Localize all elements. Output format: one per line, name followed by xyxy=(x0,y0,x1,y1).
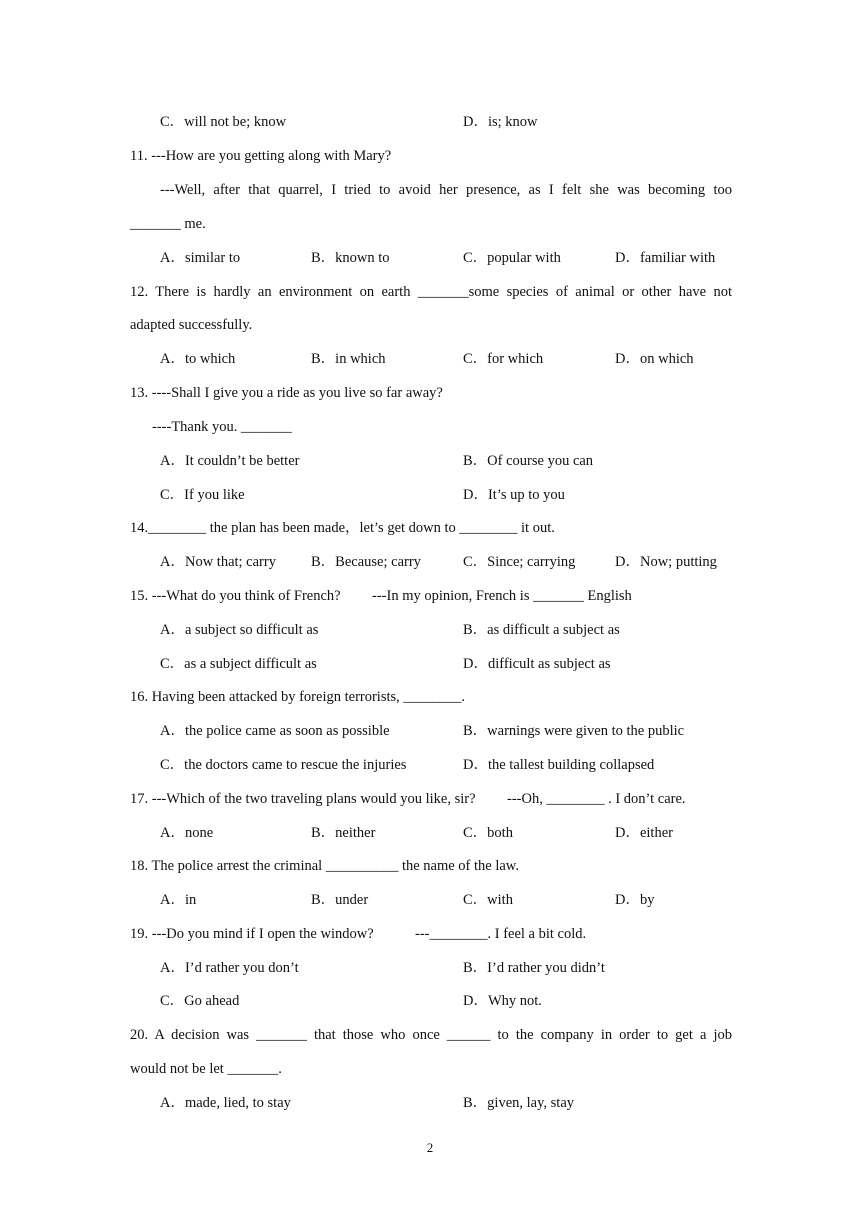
q16-option-b: B．warnings were given to the public xyxy=(463,723,685,739)
q18-option-d: D．by xyxy=(615,892,655,908)
q19-option-a: A．I’d rather you don’t xyxy=(160,960,299,976)
q14-stem: 14.________ the plan has been made，let’s get down to ________ it out. xyxy=(130,520,555,536)
q12-option-d: D．on which xyxy=(615,351,694,367)
q19-option-c: C．Go ahead xyxy=(160,993,240,1009)
q10-option-d: D．is; know xyxy=(463,114,538,130)
q17-reply: ---Oh, ________ . I don’t care. xyxy=(507,791,686,807)
q17-option-a: A．none xyxy=(160,825,214,841)
q13-reply: ----Thank you. _______ xyxy=(152,419,292,435)
q15-option-a: A．a subject so difficult as xyxy=(160,622,319,638)
q12-option-c: C．for which xyxy=(463,351,544,367)
q20-stem-line2: would not be let _______. xyxy=(130,1061,282,1077)
q13-option-b: B．Of course you can xyxy=(463,453,594,469)
q11-stem: 11. ---How are you getting along with Mary? xyxy=(130,148,392,164)
q11-dialogue-line2: _______ me. xyxy=(130,216,206,232)
q11-option-c: C．popular with xyxy=(463,250,561,266)
q12-option-a: A．to which xyxy=(160,351,236,367)
q13-option-a: A．It couldn’t be better xyxy=(160,453,300,469)
q11-dialogue-line1: ---Well, after that quarrel, I tried to avoid her presence, as I felt she was becoming too xyxy=(160,182,732,198)
q14-option-b: B．Because; carry xyxy=(311,554,421,570)
q19-stem: 19. ---Do you mind if I open the window? xyxy=(130,926,374,942)
q14-option-d: D．Now; putting xyxy=(615,554,717,570)
q20-option-b: B．given, lay, stay xyxy=(463,1095,575,1111)
q12-stem-line1: 12. There is hardly an environment on earth _______some species of animal or other have not xyxy=(130,284,732,300)
q20-option-a: A．made, lied, to stay xyxy=(160,1095,291,1111)
q19-reply: ---________. I feel a bit cold. xyxy=(415,926,587,942)
q11-option-d: D．familiar with xyxy=(615,250,716,266)
q14-option-a: A．Now that; carry xyxy=(160,554,276,570)
q15-option-c: C．as a subject difficult as xyxy=(160,656,317,672)
q18-option-b: B．under xyxy=(311,892,369,908)
q17-option-b: B．neither xyxy=(311,825,376,841)
q15-option-d: D．difficult as subject as xyxy=(463,656,611,672)
q17-stem: 17. ---Which of the two traveling plans would you like, sir? xyxy=(130,791,476,807)
q11-option-a: A．similar to xyxy=(160,250,241,266)
q19-option-d: D．Why not. xyxy=(463,993,542,1009)
q20-stem-line1: 20. A decision was _______ that those who once ______ to the company in order to get a job xyxy=(130,1027,732,1043)
q16-stem: 16. Having been attacked by foreign terrorists, ________. xyxy=(130,689,466,705)
q19-option-b: B．I’d rather you didn’t xyxy=(463,960,605,976)
q18-option-c: C．with xyxy=(463,892,513,908)
q12-stem-line2: adapted successfully. xyxy=(130,317,253,333)
q10-option-c: C．will not be; know xyxy=(160,114,287,130)
q18-option-a: A．in xyxy=(160,892,197,908)
q13-option-c: C．If you like xyxy=(160,487,245,503)
page-number: 2 xyxy=(426,1140,434,1155)
q15-option-b: B．as difficult a subject as xyxy=(463,622,620,638)
q16-option-c: C．the doctors came to rescue the injuries xyxy=(160,757,407,773)
q12-option-b: B．in which xyxy=(311,351,386,367)
q16-option-d: D．the tallest building collapsed xyxy=(463,757,655,773)
q17-option-c: C．both xyxy=(463,825,513,841)
q15-reply: ---In my opinion, French is _______ English xyxy=(372,588,632,604)
q13-option-d: D．It’s up to you xyxy=(463,487,565,503)
q16-option-a: A．the police came as soon as possible xyxy=(160,723,390,739)
q18-stem: 18. The police arrest the criminal __________ the name of the law. xyxy=(130,858,519,874)
q11-option-b: B．known to xyxy=(311,250,390,266)
q17-option-d: D．either xyxy=(615,825,673,841)
q13-stem: 13. ----Shall I give you a ride as you live so far away? xyxy=(130,385,443,401)
q15-stem: 15. ---What do you think of French? xyxy=(130,588,341,604)
q14-option-c: C．Since; carrying xyxy=(463,554,576,570)
